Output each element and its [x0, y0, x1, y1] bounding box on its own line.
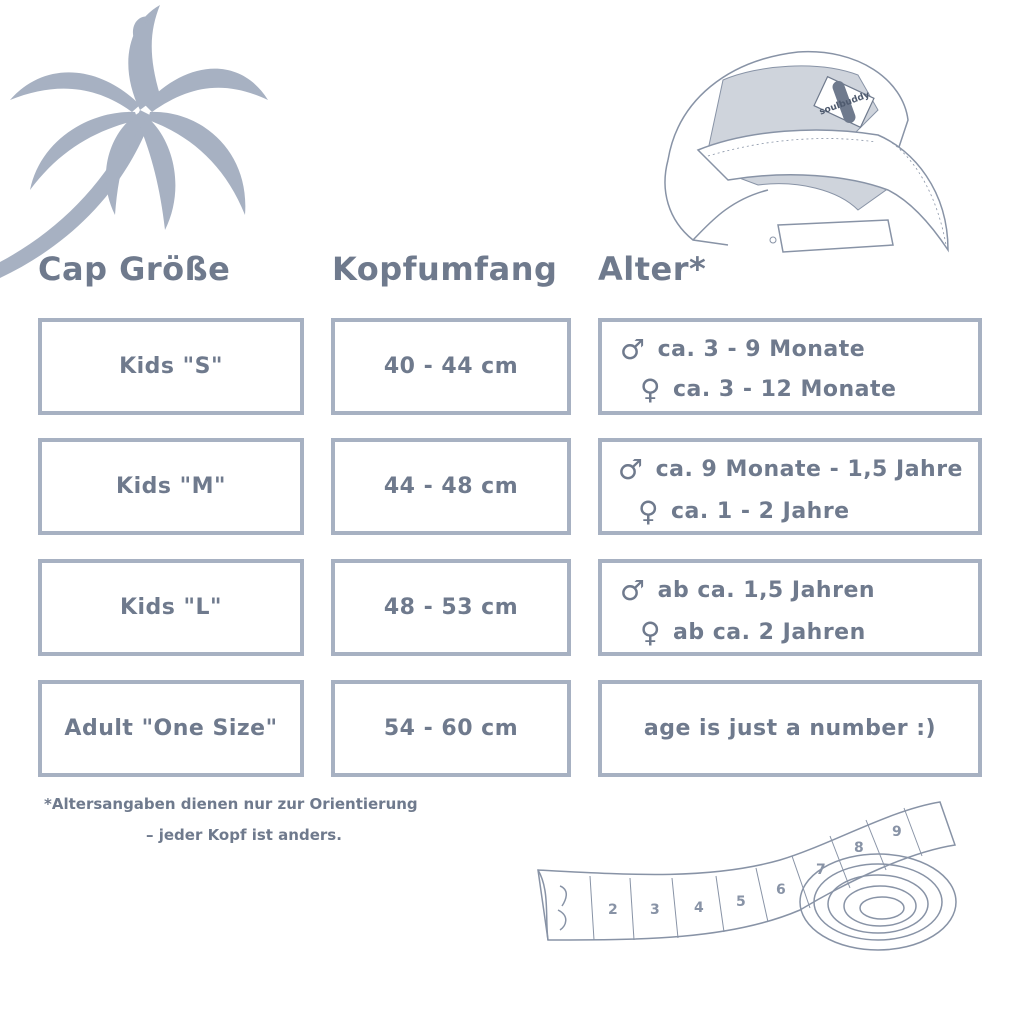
- size-cell: [38, 438, 304, 535]
- female-symbol-icon: ♀: [640, 373, 662, 406]
- tape-number: 5: [736, 894, 746, 910]
- tape-number: 6: [776, 882, 786, 898]
- head-cell: [331, 438, 571, 535]
- size-label: Kids "M": [116, 474, 226, 499]
- header-age: Alter*: [598, 250, 707, 288]
- age-text: age is just a number :): [643, 716, 937, 741]
- age-female-line: [640, 616, 866, 649]
- male-symbol-icon: ♂: [618, 453, 644, 486]
- head-label: 54 - 60 cm: [383, 716, 519, 741]
- age-female-text: ca. 1 - 2 Jahre: [671, 499, 850, 524]
- tape-number: 4: [694, 900, 704, 916]
- tape-number: 2: [608, 902, 618, 918]
- footnote-line-2: – jeder Kopf ist anders.: [146, 826, 342, 844]
- female-symbol-icon: ♀: [638, 495, 660, 528]
- head-label: 48 - 53 cm: [383, 595, 519, 620]
- age-male-line: [618, 453, 963, 486]
- size-label: Kids "L": [119, 595, 223, 620]
- age-female-line: [638, 495, 850, 528]
- male-symbol-icon: ♂: [620, 333, 646, 366]
- tape-number: 9: [892, 824, 902, 840]
- cap-logo-text: soulbuddy: [818, 90, 872, 118]
- head-cell: [331, 680, 571, 777]
- male-symbol-icon: ♂: [620, 574, 646, 607]
- size-label: Adult "One Size": [64, 716, 278, 741]
- header-cap-size: Cap Größe: [38, 250, 231, 288]
- age-cell: [598, 680, 982, 777]
- age-cell: [598, 438, 982, 535]
- measuring-tape-icon: [530, 790, 970, 970]
- age-male-line: [620, 574, 876, 607]
- age-female-text: ab ca. 2 Jahren: [673, 620, 866, 645]
- age-cell: [598, 318, 982, 415]
- header-head-circumference: Kopfumfang: [332, 250, 558, 288]
- footnote-line-1: *Altersangaben dienen nur zur Orientierung: [44, 795, 418, 813]
- tape-number: 3: [650, 902, 660, 918]
- trucker-cap-icon: [648, 40, 958, 260]
- age-male-text: ab ca. 1,5 Jahren: [657, 578, 876, 603]
- age-female-text: ca. 3 - 12 Monate: [673, 377, 897, 402]
- head-cell: [331, 559, 571, 656]
- size-cell: [38, 680, 304, 777]
- age-cell: [598, 559, 982, 656]
- head-label: 40 - 44 cm: [383, 354, 519, 379]
- palm-tree-icon: [0, 0, 280, 280]
- tape-number: 8: [854, 840, 864, 856]
- head-label: 44 - 48 cm: [383, 474, 519, 499]
- size-cell: [38, 318, 304, 415]
- female-symbol-icon: ♀: [640, 616, 662, 649]
- head-cell: [331, 318, 571, 415]
- size-cell: [38, 559, 304, 656]
- age-male-text: ca. 3 - 9 Monate: [657, 337, 866, 362]
- age-male-line: [620, 333, 866, 366]
- age-male-text: ca. 9 Monate - 1,5 Jahre: [655, 457, 963, 482]
- tape-number: 7: [816, 862, 826, 878]
- age-female-line: [640, 373, 897, 406]
- size-label: Kids "S": [119, 354, 223, 379]
